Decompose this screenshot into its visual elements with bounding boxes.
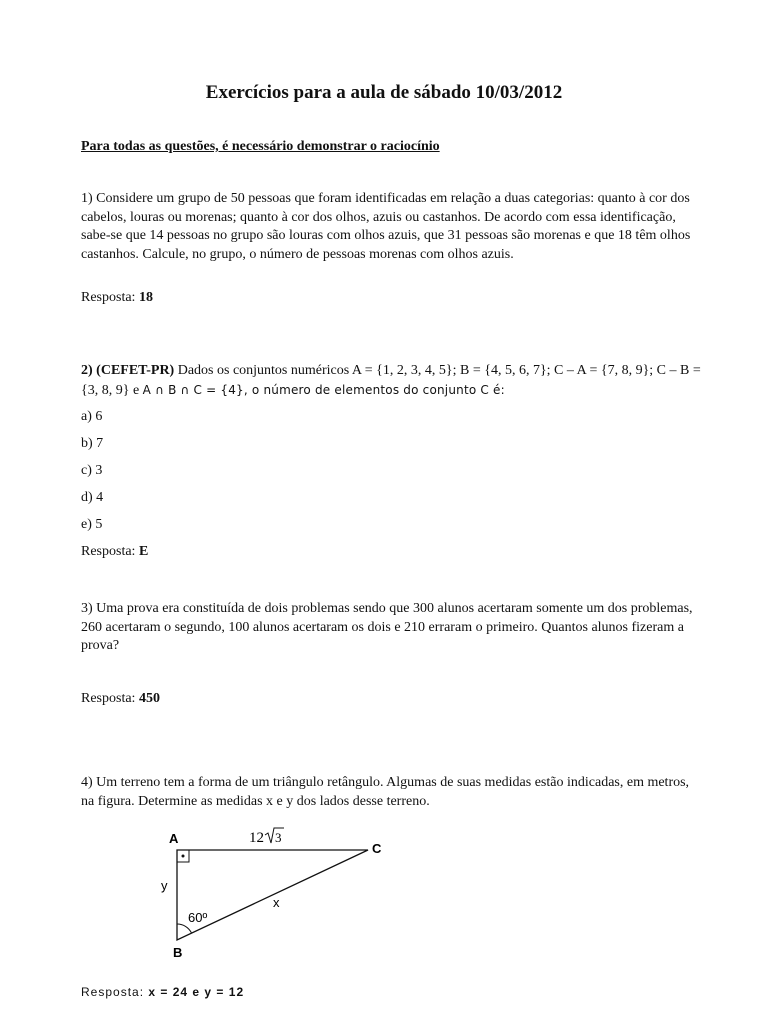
answer-value: x = 24 e y = 12 xyxy=(148,985,245,999)
answer-label: Resposta: xyxy=(81,691,136,706)
question-2-statement: Dados os conjuntos numéricos A = {1, 2, 3, 4, 5}; B = {4, 5, 6, 7}; C – A = {7, 8, 9}; C – B = {3, 8, 9} e xyxy=(81,363,701,398)
question-2-text xyxy=(81,362,701,400)
vertex-b-label: B xyxy=(173,945,183,960)
question-1-text: 1) Considere um grupo de 50 pessoas que foram identificadas em relação a duas categorias: quanto à cor dos cabelos, louras ou morenas; quanto à cor dos olhos, azuis ou castanhos. De acordo com essa identificação, sabe-se que 14 pessoas no grupo são louras com olhos azuis, que 31 pessoas são morenas e que 18 têm olhos castanhos. Calcule, no grupo, o número de pessoas morenas com olhos azuis. xyxy=(81,191,691,262)
question-2-source: (CEFET-PR) xyxy=(96,363,175,378)
question-2-answer xyxy=(81,544,148,560)
question-3-answer xyxy=(81,691,160,707)
answer-label: Resposta: xyxy=(81,985,145,999)
answer-value: E xyxy=(138,544,149,559)
side-ac-coefficient: 12 xyxy=(249,830,264,846)
option-e: e) 5 xyxy=(81,517,103,532)
angle-b-label: 60º xyxy=(188,910,208,925)
instruction-note: Para todas as questões, é necessário demonstrar o raciocínio xyxy=(81,139,440,154)
question-2-number: 2) xyxy=(81,363,93,378)
question-4-text: 4) Um terreno tem a forma de um triângulo retângulo. Algumas de suas medidas estão indicadas, em metros, na figura. Determine as medidas x e y dos lados desse terreno. xyxy=(81,775,690,809)
side-bc-label: x xyxy=(273,895,280,910)
option-a: a) 6 xyxy=(81,409,103,424)
page-title: Exercícios para a aula de sábado 10/03/2012 xyxy=(205,82,563,103)
question-3-text: 3) Uma prova era constituída de dois problemas sendo que 300 alunos acertaram somente um dos problemas, 260 acertaram o segundo, 100 alunos acertaram os dois e 210 erraram o primeiro. Quantos alunos fizeram a prova? xyxy=(81,601,693,653)
right-angle-dot xyxy=(182,855,185,858)
answer-value: 18 xyxy=(138,290,153,305)
angle-arc xyxy=(177,924,192,933)
question-4-answer xyxy=(81,985,244,999)
question-2-statement-cont: A ∩ B ∩ C = {4}, o número de elementos do conjunto C é: xyxy=(142,382,505,397)
vertex-c-label: C xyxy=(372,841,382,856)
answer-label: Resposta: xyxy=(81,290,136,305)
answer-label: Resposta: xyxy=(81,544,136,559)
triangle-figure xyxy=(160,822,400,962)
option-d: d) 4 xyxy=(81,490,104,505)
option-b: b) 7 xyxy=(81,436,104,451)
side-ac-label xyxy=(249,828,284,846)
side-ab-label: y xyxy=(161,878,168,893)
vertex-a-label: A xyxy=(169,831,179,846)
option-c: c) 3 xyxy=(81,463,103,478)
answer-value: 450 xyxy=(138,691,160,706)
question-1-answer xyxy=(81,290,153,306)
side-ac-radicand: 3 xyxy=(275,830,282,845)
